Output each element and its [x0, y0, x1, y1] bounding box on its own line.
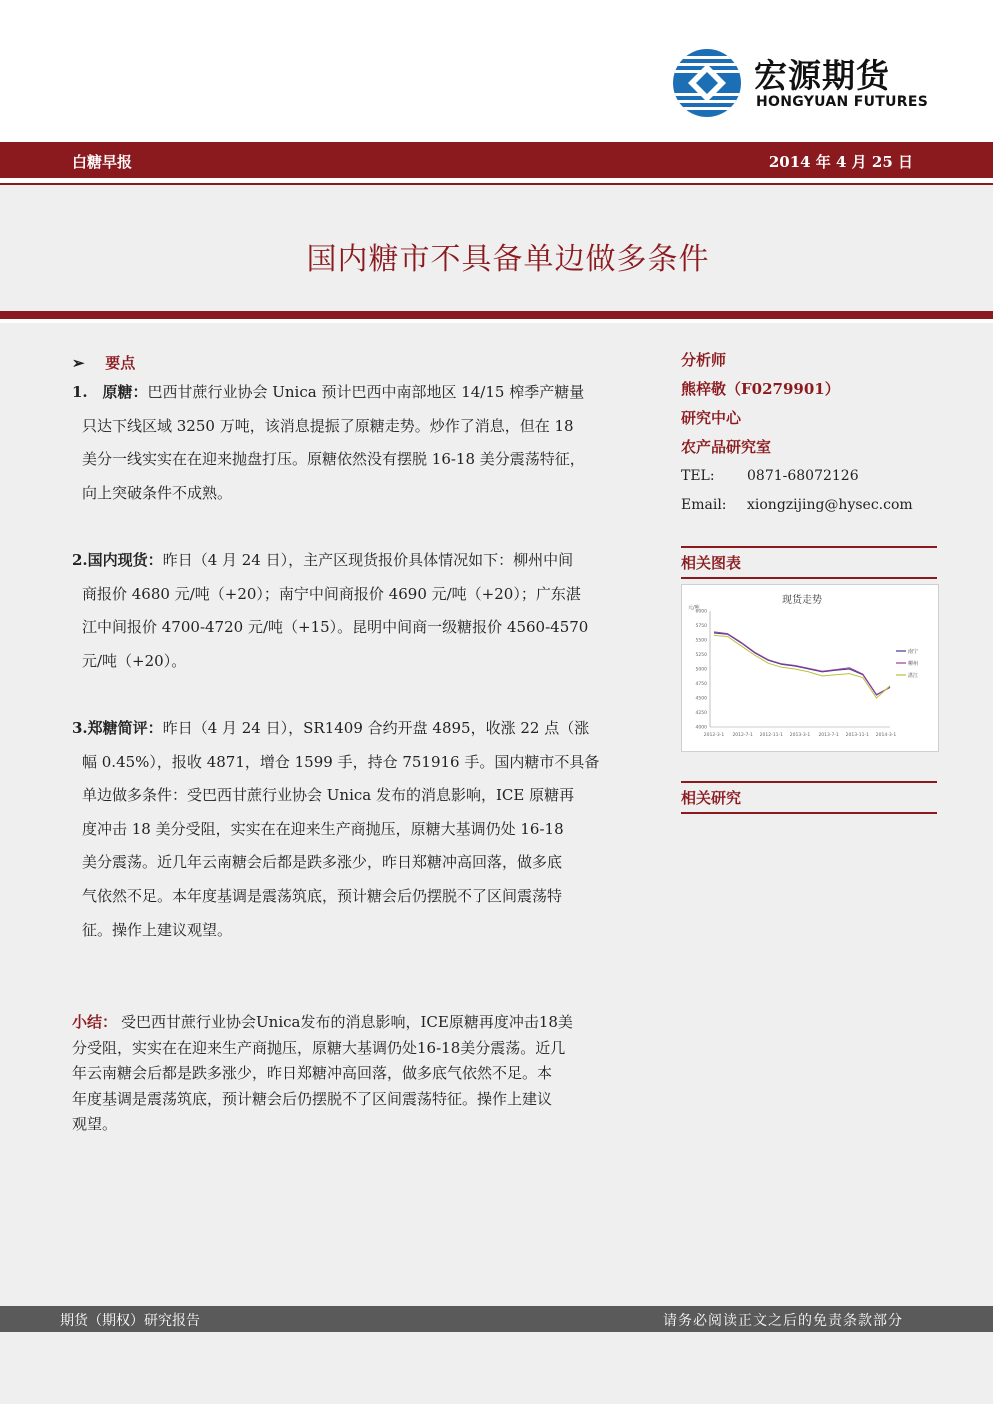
divider: [0, 311, 993, 319]
report-type: 白糖早报: [72, 153, 133, 171]
report-date: 2014 年 4 月 25 日: [768, 153, 913, 171]
divider: [681, 781, 937, 783]
analyst-name: 熊梓敬（F0279901）: [681, 380, 840, 398]
key-point-item: [72, 712, 640, 947]
summary-label: 小结：: [72, 1013, 118, 1031]
chart-ylabel: 元/吨: [688, 605, 700, 611]
divider: [0, 319, 993, 323]
brand-name-en: HONGYUAN FUTURES: [756, 94, 929, 110]
chart-y-tick-label: 4500: [695, 696, 707, 702]
chart-y-tick-label: 4250: [695, 711, 707, 716]
item-line: 幅 0.45%），报收 4871，增仓 1599 手，持仓 751916 手。国内糖市不具备: [82, 752, 600, 771]
summary-block: [72, 1010, 640, 1138]
chart-svg: [682, 585, 938, 751]
footer-report-type: 期货（期权）研究报告: [60, 1313, 200, 1329]
item-line: 昨日（4 月 24 日），主产区现货报价具体情况如下：柳州中间: [162, 551, 574, 569]
analyst-email: [681, 491, 937, 520]
related-charts-heading: 相关图表: [681, 552, 937, 579]
tel-label: TEL:: [681, 468, 715, 484]
analyst-info: [681, 346, 937, 520]
chart-y-tick-label: 4750: [695, 682, 707, 687]
chart-y-tick-label: 5500: [695, 638, 707, 644]
chart-y-tick-label: 5000: [695, 667, 707, 673]
chart-x-tick-label: 2014-3-1: [875, 733, 897, 738]
spot-price-chart: [681, 584, 939, 752]
chart-x-tick-label: 2012-3-1: [703, 733, 725, 738]
item-label: 郑糖简评：: [87, 719, 163, 737]
page-title: 国内糖市不具备单边做多条件: [306, 242, 710, 277]
key-points-heading: [72, 352, 135, 373]
item-line: 度冲击 18 美分受阻，实实在在迎来生产商抛压，原糖大基调仍处 16-18: [82, 819, 564, 838]
chart-series-line-2: [714, 632, 890, 695]
report-header-bar: [0, 142, 993, 178]
item-line: 元/吨（+20）。: [82, 651, 187, 670]
chart-y-tick-label: 4000: [695, 725, 707, 731]
email-label: Email:: [681, 497, 727, 513]
item-line: 昨日（4 月 24 日），SR1409 合约开盘 4895，收涨 22 点（涨: [162, 719, 590, 737]
key-point-item: [72, 376, 640, 510]
brand-logo: [672, 48, 929, 118]
item-line: 单边做多条件：受巴西甘蔗行业协会 Unica 发布的消息影响，ICE 原糖再: [82, 786, 575, 805]
summary-line: 分受阻，实实在在迎来生产商抛压，原糖大基调仍处16-18美分震荡。近几: [72, 1038, 566, 1057]
chart-x-tick-label: 2013-7-1: [818, 733, 839, 738]
item-line: 向上突破条件不成熟。: [82, 483, 233, 502]
analyst-tel: [681, 462, 937, 491]
item-number: 2.: [72, 551, 88, 569]
item-line: 只达下线区域 3250 万吨，该消息提振了原糖走势。炒作了消息，但在 18: [82, 416, 574, 435]
chart-y-tick-label: 5250: [695, 653, 707, 658]
chart-legend-label: 柳州: [908, 661, 919, 667]
item-number: 1.: [72, 383, 88, 401]
chart-y-tick-label: 6000: [695, 609, 707, 615]
item-label: 国内现货：: [87, 551, 163, 569]
analyst-subdept: 农产品研究室: [681, 438, 772, 456]
divider: [681, 546, 937, 548]
chart-x-tick-label: 2012-7-1: [732, 733, 753, 738]
item-line: 气依然不足。本年度基调是震荡筑底，预计糖会后仍摆脱不了区间震荡特: [82, 886, 563, 905]
summary-line: 年云南糖会后都是跌多涨少，昨日郑糖冲高回落，做多底气依然不足。本: [72, 1064, 553, 1082]
chart-x-tick-label: 2013-11-1: [845, 733, 869, 738]
item-label: 原糖：: [102, 383, 148, 401]
key-point-item: [72, 544, 640, 678]
analyst-heading: 分析师: [681, 351, 727, 369]
item-number: 3.: [72, 719, 88, 737]
item-line: 美分一线实实在在迎来抛盘打压。原糖依然没有摆脱 16-18 美分震荡特征，: [82, 450, 585, 469]
summary-line: 受巴西甘蔗行业协会Unica发布的消息影响，ICE原糖再度冲击18美: [121, 1013, 573, 1031]
related-charts-section: [681, 552, 937, 579]
brand-name-cn: 宏源期货: [754, 56, 890, 95]
item-line: 商报价 4680 元/吨（+20）；南宁中间商报价 4690 元/吨（+20）；广东湛: [82, 584, 581, 603]
chart-legend-label: 南宁: [908, 649, 919, 655]
item-line: 江中间报价 4700-4720 元/吨（+15）。昆明中间商一级糖报价 4560-4570: [82, 618, 589, 637]
related-research-heading: 相关研究: [681, 787, 937, 814]
divider: [0, 183, 993, 185]
key-points-heading-text: 要点: [105, 354, 136, 372]
chart-x-tick-label: 2013-3-1: [789, 733, 811, 738]
item-line: 征。操作上建议观望。: [82, 920, 233, 939]
item-line: 巴西甘蔗行业协会 Unica 预计巴西中南部地区 14/15 榨季产糖量: [147, 383, 585, 401]
summary-line: 年度基调是震荡筑底，预计糖会后仍摆脱不了区间震荡特征。操作上建议: [72, 1089, 553, 1108]
email-value[interactable]: xiongzijing@hysec.com: [747, 497, 913, 513]
item-line: 美分震荡。近几年云南糖会后都是跌多涨少，昨日郑糖冲高回落，做多底: [82, 853, 563, 872]
chart-legend-label: 湛江: [908, 673, 919, 679]
hongyuan-logo-icon: [672, 48, 742, 118]
page-footer: [0, 1306, 993, 1332]
footer-disclaimer-link[interactable]: 请务必阅读正文之后的免责条款部分: [663, 1313, 903, 1329]
tel-value: 0871-68072126: [747, 468, 859, 484]
analyst-dept: 研究中心: [681, 409, 742, 427]
chart-title: 现货走势: [782, 595, 822, 606]
summary-line: 观望。: [72, 1115, 118, 1133]
chart-x-tick-label: 2012-11-1: [759, 733, 783, 738]
chart-y-tick-label: 5750: [695, 624, 707, 629]
arrow-bullet-icon: ➢: [72, 354, 85, 372]
related-research-section: [681, 787, 937, 814]
